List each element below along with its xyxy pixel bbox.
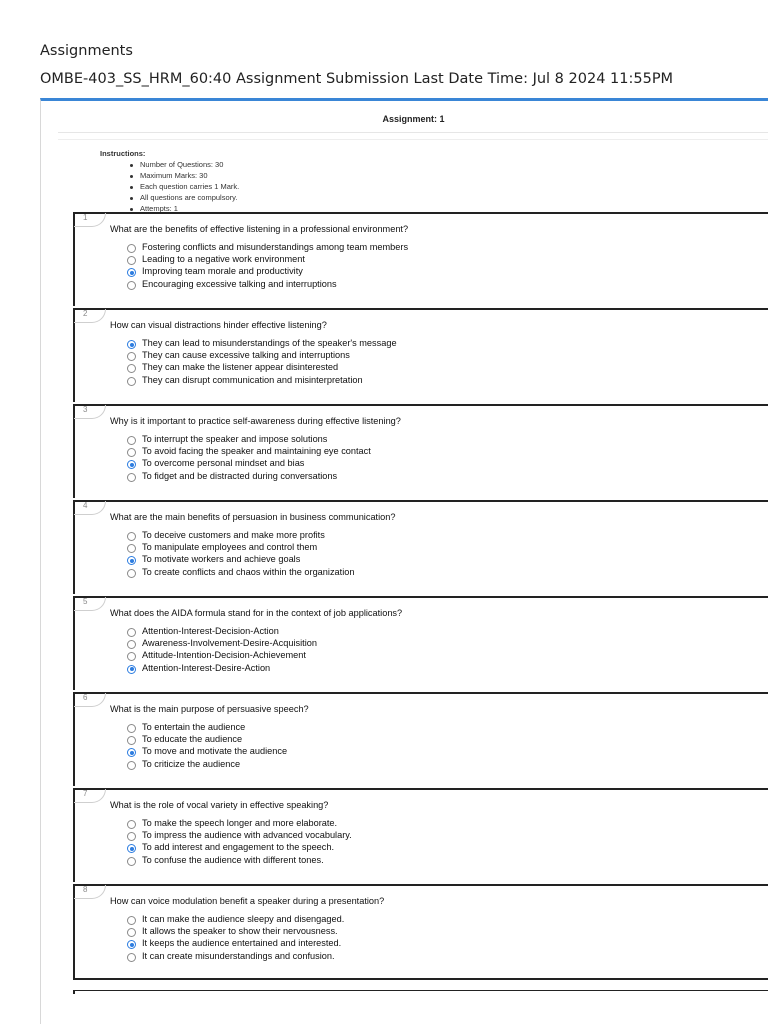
radio-button[interactable] [127,940,136,949]
answer-options [127,337,397,386]
question-7 [73,788,768,882]
answer-option-label: To impress the audience with advanced vocabulary. [142,830,352,841]
answer-option-label: To confuse the audience with different tones. [142,854,324,865]
assignment-card [40,98,768,1024]
answer-option-label: Encouraging excessive talking and interruptions [142,278,337,289]
answer-option-label: It allows the speaker to show their nervousness. [142,926,338,937]
answer-option-label: To fidget and be distracted during conversations [142,470,338,481]
question-1 [73,212,768,306]
radio-button[interactable] [127,377,136,386]
radio-button[interactable] [127,832,136,841]
radio-button[interactable] [127,640,136,649]
instruction-item: Maximum Marks: 30 [140,171,768,182]
question-text: What are the benefits of effective listening in a professional environment? [110,224,409,234]
answer-option-label: Improving team morale and productivity [142,266,303,277]
radio-button[interactable] [127,281,136,290]
answer-option[interactable] [127,445,371,457]
answer-option-label: It keeps the audience entertained and interested. [142,938,342,949]
answer-option[interactable] [127,457,371,469]
answer-option[interactable] [127,950,344,962]
question-4 [73,500,768,594]
assignment-header: Assignment: 1 [58,101,768,133]
answer-option-label: They can cause excessive talking and interruptions [142,350,350,361]
question-text: What is the role of vocal variety in effective speaking? [110,800,329,810]
answer-option[interactable] [127,529,354,541]
radio-button[interactable] [127,473,136,482]
instructions-block [58,139,768,213]
radio-button[interactable] [127,628,136,637]
answer-options [127,913,344,962]
radio-button[interactable] [127,857,136,866]
radio-button[interactable] [127,736,136,745]
radio-button[interactable] [127,569,136,578]
answer-options [127,721,287,770]
page-heading: Assignments [40,43,133,59]
answer-option[interactable] [127,349,397,361]
question-text: What does the AIDA formula stand for in the context of job applications? [110,608,403,618]
instruction-item: Number of Questions: 30 [140,160,768,171]
radio-button[interactable] [127,544,136,553]
instructions-list [100,160,768,215]
answer-option-label: Fostering conflicts and misunderstandings among team members [142,242,409,252]
question-number: 7 [74,789,106,803]
answer-option[interactable] [127,374,397,386]
answer-option-label: To interrupt the speaker and impose solutions [142,434,328,444]
answer-options [127,817,352,866]
radio-button[interactable] [127,448,136,457]
answer-option-label: To make the speech longer and more elaborate. [142,818,338,828]
radio-button[interactable] [127,953,136,962]
answer-option-label: Attitude-Intention-Decision-Achievement [142,650,306,661]
assignment-title: OMBE-403_SS_HRM_60:40 Assignment Submission Last Date Time: Jul 8 2024 11:55PM [40,71,674,87]
question-list [73,212,768,980]
answer-option[interactable] [127,829,352,841]
question-text: Why is it important to practice self-awareness during effective listening? [110,416,401,426]
answer-option[interactable] [127,937,344,949]
answer-option-label: They can lead to misunderstandings of the speaker's message [142,338,397,348]
answer-option[interactable] [127,265,408,277]
radio-button[interactable] [127,928,136,937]
answer-option-label: To move and motivate the audience [142,746,288,757]
radio-button[interactable] [127,748,136,757]
answer-option[interactable] [127,662,317,674]
radio-button[interactable] [127,724,136,733]
answer-option[interactable] [127,337,397,349]
answer-option[interactable] [127,553,354,565]
radio-button[interactable] [127,532,136,541]
radio-button[interactable] [127,244,136,253]
answer-option-label: Attention-Interest-Desire-Action [142,662,271,673]
answer-option-label: To manipulate employees and control them [142,542,318,553]
answer-option-label: They can disrupt communication and misinterpretation [142,374,363,385]
radio-button[interactable] [127,916,136,925]
answer-option-label: It can make the audience sleepy and disengaged. [142,914,345,924]
radio-button[interactable] [127,665,136,674]
instruction-item: Each question carries 1 Mark. [140,182,768,193]
answer-options [127,529,354,578]
answer-option[interactable] [127,625,317,637]
question-number: 5 [74,597,106,611]
question-number: 2 [74,309,106,323]
radio-button[interactable] [127,556,136,565]
answer-option-label: It can create misunderstandings and confusion. [142,950,335,961]
question-number: 1 [74,213,106,227]
answer-options [127,433,371,482]
answer-option[interactable] [127,470,371,482]
answer-option[interactable] [127,361,397,373]
radio-button[interactable] [127,844,136,853]
answer-option[interactable] [127,758,287,770]
answer-option-label: Leading to a negative work environment [142,254,305,265]
radio-button[interactable] [127,364,136,373]
question-number: 3 [74,405,106,419]
answer-option[interactable] [127,817,352,829]
instruction-item: Attempts: 1 [140,204,768,215]
answer-option[interactable] [127,433,371,445]
radio-button[interactable] [127,436,136,445]
question-text: How can visual distractions hinder effective listening? [110,320,327,330]
answer-option-label: To educate the audience [142,734,243,745]
radio-button[interactable] [127,761,136,770]
question-text: What is the main purpose of persuasive speech? [110,704,309,714]
answer-option[interactable] [127,745,287,757]
radio-button[interactable] [127,268,136,277]
answer-option-label: To create conflicts and chaos within the organization [142,566,355,577]
radio-button[interactable] [127,820,136,829]
answer-options [127,625,317,674]
next-question-edge [73,990,768,994]
answer-option[interactable] [127,913,344,925]
radio-button[interactable] [127,256,136,265]
question-3 [73,404,768,498]
radio-button[interactable] [127,652,136,661]
answer-option-label: To entertain the audience [142,722,246,732]
question-number: 4 [74,501,106,515]
answer-option[interactable] [127,649,317,661]
answer-option-label: They can make the listener appear disinterested [142,362,339,373]
instructions-title: Instructions: [100,149,146,158]
answer-option[interactable] [127,566,354,578]
answer-options [127,241,408,290]
question-number: 6 [74,693,106,707]
answer-option[interactable] [127,721,287,733]
radio-button[interactable] [127,460,136,469]
answer-option[interactable] [127,241,408,253]
assignment-card-inner [58,101,768,213]
answer-option-label: Attention-Interest-Decision-Action [142,626,279,636]
question-text: What are the main benefits of persuasion in business communication? [110,512,396,522]
answer-option-label: Awareness-Involvement-Desire-Acquisition [142,638,317,649]
answer-option-label: To criticize the audience [142,758,241,769]
answer-option[interactable] [127,253,408,265]
question-2 [73,308,768,402]
question-5 [73,596,768,690]
question-6 [73,692,768,786]
question-text: How can voice modulation benefit a speaker during a presentation? [110,896,385,906]
radio-button[interactable] [127,340,136,349]
instruction-item: All questions are compulsory. [140,193,768,204]
answer-option[interactable] [127,278,408,290]
answer-option[interactable] [127,841,352,853]
answer-option-label: To motivate workers and achieve goals [142,554,301,565]
answer-option-label: To avoid facing the speaker and maintaining eye contact [142,446,371,457]
answer-option[interactable] [127,637,317,649]
answer-option[interactable] [127,854,352,866]
question-8 [73,884,768,980]
answer-option-label: To add interest and engagement to the speech. [142,842,335,853]
answer-option-label: To deceive customers and make more profits [142,530,325,540]
question-number: 8 [74,885,106,899]
radio-button[interactable] [127,352,136,361]
answer-option[interactable] [127,733,287,745]
answer-option[interactable] [127,541,354,553]
answer-option[interactable] [127,925,344,937]
answer-option-label: To overcome personal mindset and bias [142,458,305,469]
